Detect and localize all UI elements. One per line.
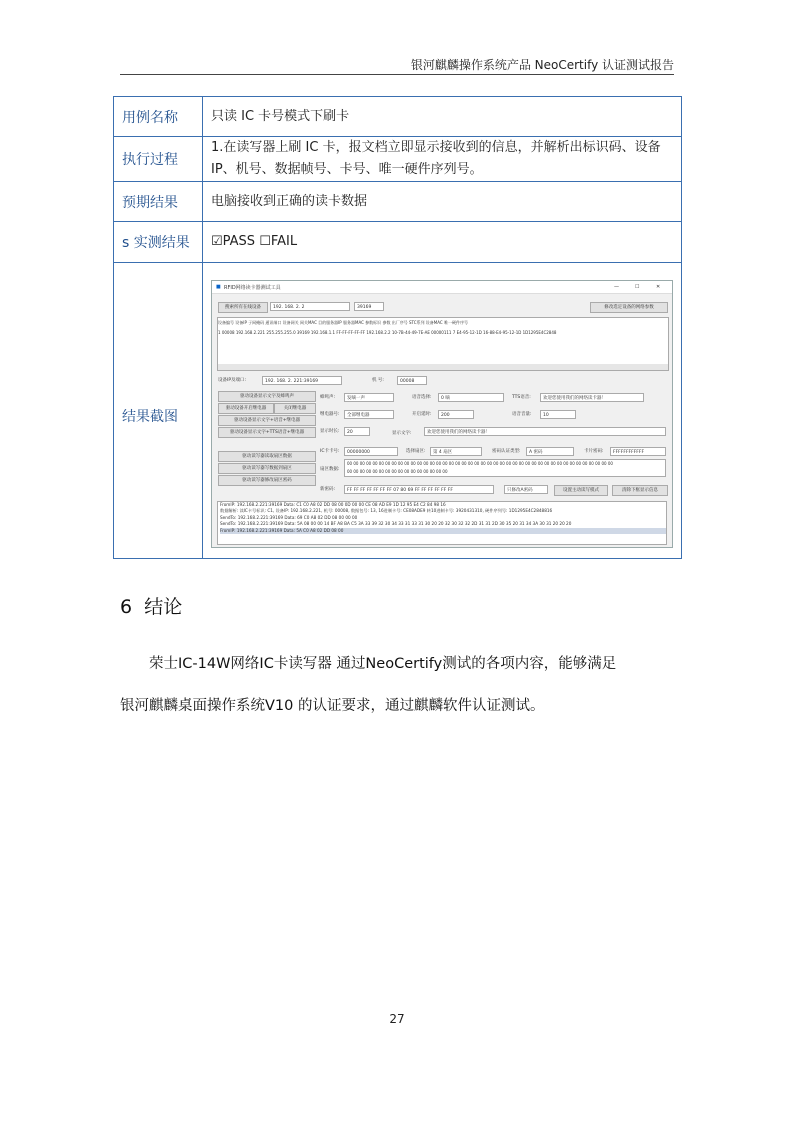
sector-data-line: 00 00 00 00 00 00 00 00 00 00 00 00 00 00 00 00 00 00 00 00 00 00 00 00 00 00 00 00 00 00 00 00 00 00 00 00 00 00 00 00 00 00 xyxy=(347,460,613,466)
close-icon[interactable]: ✕ xyxy=(656,283,661,290)
close-relay-button[interactable]: 关闭继电器 xyxy=(274,403,316,414)
key-mode-select[interactable]: 只修改A密码 xyxy=(504,485,548,494)
card-no-label: IC卡卡号: xyxy=(320,448,340,454)
row-label: 预期结果 xyxy=(114,182,203,222)
app-icon: ■ xyxy=(216,283,221,290)
show-text-input[interactable]: 欢迎您使用我们的网络读卡器！ xyxy=(424,427,666,436)
open-relay-button[interactable]: 驱动设备开启继电器 xyxy=(218,403,274,414)
open-delay-input[interactable]: 200 xyxy=(438,410,474,419)
card-key-label: 卡片密码: xyxy=(584,448,604,454)
row-label: s 实测结果 xyxy=(114,222,203,263)
test-case-table xyxy=(113,96,682,559)
conclusion-line-1: 荣士IC-14W网络IC卡读写器 通过NeoCertify测试的各项内容，能够满足 xyxy=(149,656,617,672)
write-sector-button[interactable]: 驱动读写器写数据到扇区 xyxy=(218,463,316,474)
open-delay-label: 开启延时: xyxy=(412,411,432,417)
grid-scrollbar[interactable] xyxy=(218,364,668,370)
tts-input[interactable]: 欢迎您使用我们的网络读卡器！ xyxy=(540,393,644,402)
row-value: 电脑接收到正确的读卡数据 xyxy=(203,182,682,222)
table-row xyxy=(114,263,682,559)
page-number: 27 xyxy=(389,1012,405,1026)
section-number: 6 xyxy=(120,596,133,618)
new-key-label: 新密码: xyxy=(320,486,336,492)
window-titlebar xyxy=(212,281,672,294)
section-heading xyxy=(120,592,182,619)
change-key-button[interactable]: 驱动读写器修改扇区密码 xyxy=(218,475,316,486)
relay-select[interactable]: 全部继电器 xyxy=(344,410,394,419)
row-value: 只读 IC 卡号模式下刷卡 xyxy=(203,97,682,137)
set-card-mode-button[interactable]: 设置主动读写模式 xyxy=(554,485,608,496)
voice-select[interactable]: 0 嘀 xyxy=(438,393,504,402)
device-ip-input[interactable]: 192. 168. 2. 221:39169 xyxy=(262,376,342,385)
read-sector-button[interactable]: 驱动读写器读取扇区数据 xyxy=(218,451,316,462)
log-panel[interactable] xyxy=(217,501,667,545)
grid-header: 设备编号 设备IP 子网掩码 通讯端口 设备网关 网关MAC 目的服务器IP 服务器MAC 参数标识 参数 出厂序号 STC系列 设备MAC 唯一硬件序号 xyxy=(218,319,468,325)
modify-network-button[interactable]: 修改选定设备的网络参数 xyxy=(590,302,668,313)
show-text-beep-button[interactable]: 驱动设备显示文字及蜂鸣声 xyxy=(218,391,316,402)
device-ip-label: 设备IP及端口: xyxy=(218,377,247,383)
header-divider xyxy=(120,74,674,75)
beep-select[interactable]: 发嘀一声 xyxy=(344,393,394,402)
sector-label: 选择扇区: xyxy=(406,448,426,454)
grid-row[interactable]: 1 00008 192.168.2.221 255.255.255.0 39169 192.168.1.1 FF-FF-FF-FF-FF 192.168.2.2 10-7B-44-49-7E-AE 00000111 7 E4-95-12-1D 16-88-E4-95-12-1D 1D1295E4C2848 xyxy=(218,329,557,335)
beep-label: 蜂鸣声: xyxy=(320,394,336,400)
log-line: SendTo: 192.168.2.221:39169 Data: 69 C0 A8 02 DD 08 00 00 00 xyxy=(220,514,358,520)
sector-data-input[interactable] xyxy=(344,459,666,477)
table-row xyxy=(114,97,682,137)
card-key-input[interactable]: FFFFFFFFFFFF xyxy=(610,447,666,456)
row-label: 用例名称 xyxy=(114,97,203,137)
window-title: RFID网络读卡器测试工具 xyxy=(224,284,281,291)
row-value-screenshot xyxy=(203,263,682,559)
row-label: 执行过程 xyxy=(114,137,203,182)
page-header: 银河麒麟操作系统产品 NeoCertify 认证测试报告 xyxy=(410,58,674,72)
volume-label: 语音音量: xyxy=(512,411,532,417)
row-value: ☑PASS ☐FAIL xyxy=(203,222,682,263)
log-line: FromIP: 192.168.2.221:39169 Data: C1 C0 A8 02 DD 08 00 0D 00 00 CE 08 AD E9 1D 12 95 E4 C2 84 98 16 xyxy=(220,501,446,507)
log-line-selected: FromIP: 192.168.2.221:39169 Data: 5A C0 A8 02 DD 08 00 xyxy=(220,528,666,535)
port-input[interactable]: 39169 xyxy=(354,302,384,311)
sector-select[interactable]: 第 4 扇区 xyxy=(430,447,482,456)
search-devices-button[interactable]: 搜索所有在线设备 xyxy=(218,302,268,313)
row-value: 1.在读写器上刷 IC 卡，报文档立即显示接收到的信息，并解析出标识码、设备 IP、机号、数据帧号、卡号、唯一硬件序列号。 xyxy=(203,137,682,182)
maximize-icon[interactable]: ☐ xyxy=(635,283,640,290)
section-title: 结论 xyxy=(144,596,183,618)
table-row xyxy=(114,137,682,182)
minimize-icon[interactable]: — xyxy=(614,283,619,290)
log-line: SendTo: 192.168.2.221:39169 Data: 5A 08 00 00 14 BF A8 BA C5 3A 33 39 32 30 34 33 31 33 31 30 20 20 32 30 32 32 2D 31 31 2D 30 35 20 31 34 3A 30 31 20 20 20 xyxy=(220,521,572,527)
show-text-label: 显示文字: xyxy=(392,430,412,436)
row-label: 结果截图 xyxy=(114,263,203,559)
device-grid xyxy=(217,317,669,371)
sector-data-line: 00 00 00 00 00 00 00 00 00 00 00 00 00 00 00 00 xyxy=(347,468,448,474)
ip-select[interactable]: 192. 168. 2. 2 xyxy=(270,302,350,311)
sector-data-label: 扇区数据: xyxy=(320,466,340,472)
result-screenshot xyxy=(211,280,673,548)
auth-label: 密码认证类型: xyxy=(492,448,521,454)
clear-log-button[interactable]: 清除下框显示信息 xyxy=(612,485,668,496)
table-row xyxy=(114,222,682,263)
show-tts-relay-button[interactable]: 驱动设备显示文字+TTS语音+继电器 xyxy=(218,427,316,438)
voice-label: 语音选择: xyxy=(412,394,432,400)
show-voice-relay-button[interactable]: 驱动设备显示文字+语音+继电器 xyxy=(218,415,316,426)
table-row xyxy=(114,182,682,222)
conclusion-line-2: 银河麒麟桌面操作系统V10 的认证要求，通过麒麟软件认证测试。 xyxy=(120,698,545,714)
card-no-input[interactable]: 00000000 xyxy=(344,447,398,456)
machine-label: 机 号: xyxy=(372,377,384,383)
relay-label: 继电器号: xyxy=(320,411,340,417)
show-time-label: 显示时长: xyxy=(320,428,340,434)
volume-input[interactable]: 10 xyxy=(540,410,576,419)
show-time-input[interactable]: 20 xyxy=(344,427,370,436)
machine-input[interactable]: 00008 xyxy=(397,376,427,385)
tts-label: TTS语音: xyxy=(512,394,531,400)
auth-select[interactable]: A 密码 xyxy=(526,447,574,456)
log-line: 数据解析: 读IC卡号标识: C1, 设备IP: 192.168.2.221, 机号: 00008, 数据包号: 13, 16进制卡号: CE08ADE9 转10进制卡号: 3920431310, 硬件序列号: 1D1295E4C2848816 xyxy=(220,508,553,514)
new-key-input[interactable]: FF FF FF FF FF FF FF 07 80 69 FF FF FF FF FF FF xyxy=(344,485,494,494)
